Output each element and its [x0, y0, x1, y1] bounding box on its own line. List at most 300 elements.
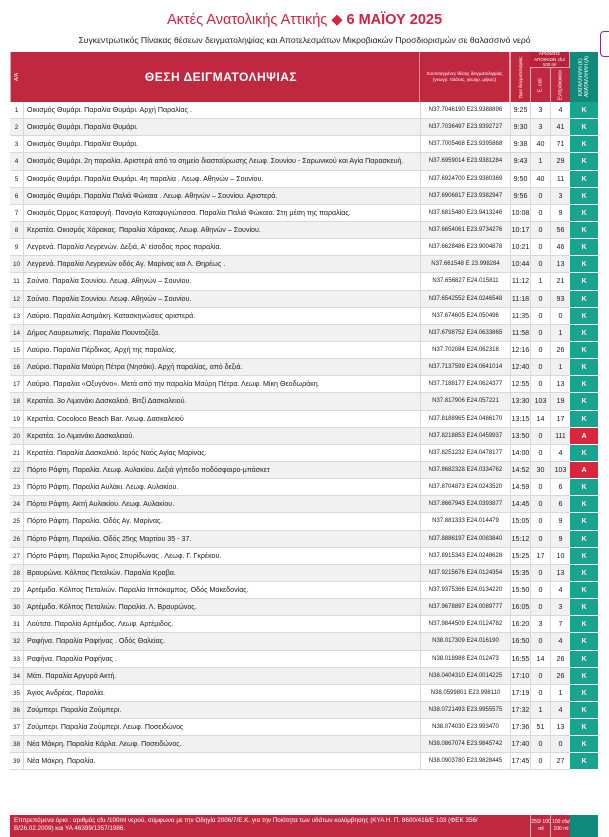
table-row — [10, 479, 598, 496]
row-time: 15:12 — [510, 531, 530, 548]
header-colony-count: ΑΡΙΘΜΟΣ ΑΠΟΙΚΙΩΝ cfu/ 100 ml — [530, 52, 570, 68]
row-enterococci: 19 — [550, 393, 570, 410]
header-ecoli: E. coli — [530, 68, 550, 102]
row-coordinates: N38.017309 E24.016190 — [420, 633, 510, 650]
table-row — [10, 582, 598, 599]
row-time: 9:30 — [510, 119, 530, 136]
row-coordinates: N37.7036497 E23.9392727 — [420, 119, 510, 136]
row-ecoli: 0 — [530, 205, 550, 222]
row-enterococci: 27 — [550, 753, 570, 770]
row-classification-badge: K — [570, 239, 598, 256]
row-classification-badge: K — [570, 359, 598, 376]
row-ecoli: 0 — [530, 428, 550, 445]
row-classification-badge: K — [570, 102, 598, 119]
row-time: 17:19 — [510, 685, 530, 702]
row-enterococci: 1 — [550, 325, 570, 342]
header-enterococci: Εντερόκοκκοι — [550, 68, 570, 102]
row-time: 12:16 — [510, 342, 530, 359]
row-coordinates: N37.7005468 E23.9395868 — [420, 136, 510, 153]
row-coordinates: N37.8704873 E24.0243520 — [420, 479, 510, 496]
row-ecoli: 0 — [530, 325, 550, 342]
row-coordinates: N37.7046190 E23.9388896 — [420, 102, 510, 119]
header-time: Ώρα δειγματοληψίας — [510, 52, 530, 102]
row-location: Ζούμπερι. Παραλία Ζούμπερι. — [23, 702, 420, 719]
row-number: 17 — [10, 376, 23, 393]
row-coordinates: N37.8682328 E24.0334762 — [420, 462, 510, 479]
row-ecoli: 0 — [530, 599, 550, 616]
row-location: Πόρτο Ράφτη. Παραλία Αυλάκι. Λεωφ. Αυλακίου. — [23, 479, 420, 496]
row-coordinates: N37.8251232 E24.0478177 — [420, 445, 510, 462]
row-enterococci: 26 — [550, 651, 570, 668]
row-time: 11:18 — [510, 291, 530, 308]
row-time: 17:40 — [510, 736, 530, 753]
row-location: Νέα Μάκρη. Παραλία. — [23, 753, 420, 770]
row-location: Κερατέα. 3ο Λιμανάκι Δασκαλειό. Βιτζί Δασκαλειού. — [23, 393, 420, 410]
row-ecoli: 0 — [530, 359, 550, 376]
row-time: 15:50 — [510, 582, 530, 599]
row-time: 16:20 — [510, 616, 530, 633]
row-ecoli: 1 — [530, 153, 550, 170]
row-location: Ζούμπερι. Παραλία Ζούμπερι. Λεωφ. Ποσειδώνος — [23, 719, 420, 736]
row-number: 1 — [10, 102, 23, 119]
row-time: 14:52 — [510, 462, 530, 479]
table-body — [10, 102, 598, 770]
row-number: 21 — [10, 445, 23, 462]
table-row — [10, 308, 598, 325]
table-row — [10, 513, 598, 530]
row-time: 11:35 — [510, 308, 530, 325]
row-enterococci: 111 — [550, 428, 570, 445]
row-coordinates: N38.074030 E23.993470 — [420, 719, 510, 736]
row-time: 17:32 — [510, 702, 530, 719]
row-ecoli: 3 — [530, 102, 550, 119]
table-row — [10, 119, 598, 136]
row-time: 14:00 — [510, 445, 530, 462]
row-location: Δήμος Λαυρεωτικής. Παραλία Πουντοζέζα. — [23, 325, 420, 342]
row-enterococci: 11 — [550, 171, 570, 188]
row-number: 6 — [10, 188, 23, 205]
table-row — [10, 222, 598, 239]
row-coordinates: N38.0404310 E24.0014225 — [420, 668, 510, 685]
row-coordinates: N37.656827 E24.015811 — [420, 273, 510, 290]
row-classification-badge: K — [570, 513, 598, 530]
row-enterococci: 3 — [550, 599, 570, 616]
row-location: Λαύριο. Παραλία «Οξυγόνο». Μετά από την παραλία Μαύρη Πέτρα. Λεωφ. Μίκη Θεοδωράκη. — [23, 376, 420, 393]
table-row — [10, 205, 598, 222]
row-classification-badge: K — [570, 119, 598, 136]
row-enterococci: 56 — [550, 222, 570, 239]
row-time: 10:21 — [510, 239, 530, 256]
row-classification-badge: K — [570, 736, 598, 753]
row-time: 13:30 — [510, 393, 530, 410]
row-enterococci: 13 — [550, 256, 570, 273]
row-ecoli: 51 — [530, 719, 550, 736]
row-location: Βραυρώνα. Κόλπος Πεταλιών. Παραλία Κραβα. — [23, 565, 420, 582]
limit-enterococci: 100 cfu/ 100 ml — [550, 815, 571, 837]
row-enterococci: 103 — [550, 462, 570, 479]
table-header — [10, 52, 598, 102]
row-time: 17:45 — [510, 753, 530, 770]
row-ecoli: 0 — [530, 222, 550, 239]
row-ecoli: 0 — [530, 685, 550, 702]
row-number: 14 — [10, 325, 23, 342]
row-ecoli: 0 — [530, 531, 550, 548]
row-ecoli: 3 — [530, 119, 550, 136]
row-number: 27 — [10, 548, 23, 565]
row-enterococci: 3 — [550, 188, 570, 205]
row-coordinates: N37.6906817 E23.9382947 — [420, 188, 510, 205]
row-number: 8 — [10, 222, 23, 239]
page-title — [0, 12, 609, 28]
row-location: Κερατέα. Οικισμός Χάρακας. Παραλία Χάρακας. Λεωφ. Αθηνών – Σουνίου. — [23, 222, 420, 239]
row-classification-badge: K — [570, 273, 598, 290]
row-location: Κερατέα. Cocoloco Beach Bar. Λεωφ. Δασκαλειού — [23, 411, 420, 428]
row-number: 37 — [10, 719, 23, 736]
row-ecoli: 0 — [530, 496, 550, 513]
row-coordinates: N37.6924700 E23.9380369 — [420, 171, 510, 188]
row-number: 34 — [10, 668, 23, 685]
row-coordinates: N37.6628486 E23.9004878 — [420, 239, 510, 256]
row-location: Λαύριο. Παραλία Μαύρη Πέτρα (Νησάκι). Αρχή παραλίας, από δεξιά. — [23, 359, 420, 376]
table-row — [10, 445, 598, 462]
edge-marker — [600, 31, 609, 57]
header-classification: ΚΑΤΑΛΛΗΛΗ (Κ) ΑΚΑΤΑΛΛΗΛΗ (Α) — [570, 52, 598, 102]
row-coordinates: N37.8188965 E24.0486170 — [420, 411, 510, 428]
table-row — [10, 342, 598, 359]
row-location: Λεγρενά. Παραλία Λεγρενών. Δεξιά, Α' είσοδος προς παραλία. — [23, 239, 420, 256]
row-enterococci: 9 — [550, 205, 570, 222]
row-classification-badge: K — [570, 753, 598, 770]
table-row — [10, 496, 598, 513]
table-row — [10, 616, 598, 633]
row-number: 32 — [10, 633, 23, 650]
row-time: 9:56 — [510, 188, 530, 205]
row-classification-badge: K — [570, 153, 598, 170]
row-time: 12:55 — [510, 376, 530, 393]
row-enterococci: 4 — [550, 633, 570, 650]
row-coordinates: N37.6798752 E24.0633865 — [420, 325, 510, 342]
row-time: 9:43 — [510, 153, 530, 170]
row-number: 22 — [10, 462, 23, 479]
table-row — [10, 171, 598, 188]
row-number: 31 — [10, 616, 23, 633]
row-number: 3 — [10, 136, 23, 153]
row-ecoli: 0 — [530, 565, 550, 582]
row-ecoli: 0 — [530, 308, 550, 325]
table-row — [10, 428, 598, 445]
row-coordinates: N37.9375366 E24.0134220 — [420, 582, 510, 599]
row-number: 23 — [10, 479, 23, 496]
row-number: 15 — [10, 342, 23, 359]
row-number: 29 — [10, 582, 23, 599]
table-row — [10, 393, 598, 410]
row-number: 33 — [10, 651, 23, 668]
row-location: Πόρτο Ράφτη. Παραλία. Οδός 25ης Μαρτίου 35 - 37. — [23, 531, 420, 548]
row-classification-badge: K — [570, 702, 598, 719]
table-row — [10, 256, 598, 273]
row-location: Αρτέμιδα. Κόλπος Πεταλιών. Παραλία. Λ. Βραυρώνος. — [23, 599, 420, 616]
row-coordinates: N37.8218853 E24.0459937 — [420, 428, 510, 445]
row-number: 12 — [10, 291, 23, 308]
row-ecoli: 0 — [530, 513, 550, 530]
row-coordinates: N37.6542552 E24.0246548 — [420, 291, 510, 308]
row-location: Άγιος Ανδρέας. Παραλία. — [23, 685, 420, 702]
row-time: 11:58 — [510, 325, 530, 342]
row-enterococci: 4 — [550, 702, 570, 719]
table-row — [10, 565, 598, 582]
header-coordinates: Συντεταγμένες θέσης δειγματοληψίας (γεωγρ. πλάτος, γεωγρ. μήκος) — [420, 52, 510, 102]
row-time: 15:05 — [510, 513, 530, 530]
row-number: 30 — [10, 599, 23, 616]
row-time: 10:08 — [510, 205, 530, 222]
header-location: ΘΕΣΗ ΔΕΙΓΜΑΤΟΛΗΨΙΑΣ — [23, 52, 420, 102]
row-time: 13:15 — [510, 411, 530, 428]
row-number: 26 — [10, 531, 23, 548]
row-time: 11:12 — [510, 273, 530, 290]
row-location: Μάτι. Παραλία Αργυρά Ακτή. — [23, 668, 420, 685]
table-row — [10, 668, 598, 685]
table-row — [10, 239, 598, 256]
table-row — [10, 376, 598, 393]
row-ecoli: 0 — [530, 291, 550, 308]
row-ecoli: 40 — [530, 136, 550, 153]
results-table — [10, 52, 598, 770]
row-classification-badge: K — [570, 719, 598, 736]
row-number: 11 — [10, 273, 23, 290]
table-row — [10, 411, 598, 428]
row-location: Ραφήνα. Παραλία Ραφήνας . — [23, 651, 420, 668]
row-location: Οικισμός Θυμάρι. Παραλία Θυμάρι. — [23, 136, 420, 153]
row-enterococci: 9 — [550, 531, 570, 548]
row-number: 36 — [10, 702, 23, 719]
row-classification-badge: K — [570, 668, 598, 685]
row-time: 14:59 — [510, 479, 530, 496]
table-row — [10, 548, 598, 565]
row-time: 16:05 — [510, 599, 530, 616]
row-number: 10 — [10, 256, 23, 273]
row-time: 9:25 — [510, 102, 530, 119]
row-time: 15:35 — [510, 565, 530, 582]
row-enterococci: 9 — [550, 513, 570, 530]
row-time: 16:55 — [510, 651, 530, 668]
row-coordinates: N37.7137599 E24.0641014 — [420, 359, 510, 376]
row-location: Νέα Μάκρη. Παραλία Κάρλα. Λεωφ. Ποσειδώνος. — [23, 736, 420, 753]
row-classification-badge: K — [570, 479, 598, 496]
row-classification-badge: K — [570, 291, 598, 308]
row-time: 17:10 — [510, 668, 530, 685]
row-location: Οικισμός Θυμάρι. Παραλία Θυμάρι. — [23, 119, 420, 136]
table-row — [10, 136, 598, 153]
row-ecoli: 0 — [530, 479, 550, 496]
footer-class-cell — [570, 815, 598, 837]
table-row — [10, 736, 598, 753]
row-enterococci: 0 — [550, 308, 570, 325]
row-number: 2 — [10, 119, 23, 136]
row-time: 9:50 — [510, 171, 530, 188]
row-time: 9:38 — [510, 136, 530, 153]
table-row — [10, 719, 598, 736]
row-location: Αρτέμιδα. Κόλπος Πεταλιών. Παραλία Ιππόκαμπος. Οδός Μακεδονίας. — [23, 582, 420, 599]
row-coordinates: N37.8667943 E24.0393877 — [420, 496, 510, 513]
row-ecoli: 1 — [530, 702, 550, 719]
row-ecoli: 0 — [530, 342, 550, 359]
row-time: 14:45 — [510, 496, 530, 513]
row-location: Πόρτο Ράφτη. Ακτή Αυλακίου. Λεωφ. Αυλακίου. — [23, 496, 420, 513]
table-row — [10, 531, 598, 548]
row-ecoli: 14 — [530, 411, 550, 428]
page-subtitle: Συγκεντρωτικός Πίνακας θέσεων δειγματοληψίας και Αποτελεσμάτων Μικροβιακών Προσδιορισμών σε θαλασσινό νερό — [78, 35, 531, 45]
row-ecoli: 0 — [530, 582, 550, 599]
row-location: Λεγρενά. Παραλία Λεγρενών οδός Αγ. Μαρίνας και Λ. Θηρέως . — [23, 256, 420, 273]
row-enterococci: 1 — [550, 359, 570, 376]
row-enterococci: 26 — [550, 342, 570, 359]
row-coordinates: N37.661548 E 23.998284 — [420, 256, 510, 273]
row-number: 16 — [10, 359, 23, 376]
row-ecoli: 30 — [530, 462, 550, 479]
row-coordinates: N38.0867074 E23.9845742 — [420, 736, 510, 753]
row-time: 12:40 — [510, 359, 530, 376]
row-enterococci: 13 — [550, 376, 570, 393]
row-classification-badge: A — [570, 462, 598, 479]
row-ecoli: 40 — [530, 171, 550, 188]
row-number: 18 — [10, 393, 23, 410]
row-ecoli: 1 — [530, 273, 550, 290]
row-enterococci: 71 — [550, 136, 570, 153]
row-enterococci: 13 — [550, 719, 570, 736]
row-ecoli: 0 — [530, 376, 550, 393]
table-row — [10, 188, 598, 205]
row-enterococci: 10 — [550, 548, 570, 565]
row-ecoli: 17 — [530, 548, 550, 565]
row-enterococci: 0 — [550, 736, 570, 753]
table-footer — [10, 815, 598, 837]
row-enterococci: 7 — [550, 616, 570, 633]
row-enterococci: 6 — [550, 479, 570, 496]
row-coordinates: N37.817906 E24.057221 — [420, 393, 510, 410]
table-row — [10, 102, 598, 119]
row-classification-badge: K — [570, 616, 598, 633]
row-number: 13 — [10, 308, 23, 325]
table-row — [10, 291, 598, 308]
row-coordinates: N38.0903780 E23.9828445 — [420, 753, 510, 770]
table-row — [10, 462, 598, 479]
row-time: 13:50 — [510, 428, 530, 445]
row-enterococci: 29 — [550, 153, 570, 170]
row-enterococci: 1 — [550, 685, 570, 702]
row-location: Σούνιο. Παραλία Σουνίου. Λεωφ. Αθηνών – Σουνίου. — [23, 291, 420, 308]
row-coordinates: N37.9678897 E24.0089777 — [420, 599, 510, 616]
row-number: 38 — [10, 736, 23, 753]
row-enterococci: 13 — [550, 565, 570, 582]
header-aa: Α/Α — [10, 52, 23, 102]
row-number: 35 — [10, 685, 23, 702]
row-time: 16:50 — [510, 633, 530, 650]
table-row — [10, 651, 598, 668]
row-ecoli: 0 — [530, 256, 550, 273]
title-date: 6 ΜΑΪΟΥ 2025 — [346, 12, 443, 28]
row-location: Οικισμός Θυμάρι. Παραλία Παλιά Φώκαια . Λεωφ. Αθηνών – Σουνίου. Αριστερά. — [23, 188, 420, 205]
row-location: Κερατέα. Παραλία Δασκαλειό. Ιερός Ναός Αγίας Μαρίνας. — [23, 445, 420, 462]
row-enterococci: 93 — [550, 291, 570, 308]
row-coordinates: N37.7188177 E24.0624377 — [420, 376, 510, 393]
row-classification-badge: K — [570, 342, 598, 359]
row-classification-badge: K — [570, 171, 598, 188]
limit-ecoli: 250/ 100 ml — [530, 815, 551, 837]
row-coordinates: N37.9844509 E24.0124782 — [420, 616, 510, 633]
row-classification-badge: K — [570, 565, 598, 582]
table-row — [10, 702, 598, 719]
row-coordinates: N37.674605 E24.050496 — [420, 308, 510, 325]
row-coordinates: N37.881333 E24.014479 — [420, 513, 510, 530]
row-number: 20 — [10, 428, 23, 445]
row-enterococci: 46 — [550, 239, 570, 256]
row-classification-badge: K — [570, 376, 598, 393]
row-ecoli: 103 — [530, 393, 550, 410]
row-classification-badge: A — [570, 428, 598, 445]
row-classification-badge: K — [570, 582, 598, 599]
title-main: Ακτές Ανατολικής Αττικής — [166, 12, 328, 28]
row-time: 10:44 — [510, 256, 530, 273]
row-classification-badge: K — [570, 548, 598, 565]
row-ecoli: 0 — [530, 445, 550, 462]
row-number: 25 — [10, 513, 23, 530]
row-number: 19 — [10, 411, 23, 428]
row-enterococci: 21 — [550, 273, 570, 290]
row-ecoli: 0 — [530, 188, 550, 205]
row-classification-badge: K — [570, 222, 598, 239]
row-ecoli: 0 — [530, 668, 550, 685]
row-number: 5 — [10, 171, 23, 188]
row-ecoli: 14 — [530, 651, 550, 668]
row-classification-badge: K — [570, 496, 598, 513]
row-enterococci: 4 — [550, 445, 570, 462]
row-coordinates: N37.6959014 E23.9381284 — [420, 153, 510, 170]
row-enterococci: 6 — [550, 496, 570, 513]
row-coordinates: N37.6815480 E23.9413246 — [420, 205, 510, 222]
row-coordinates: N37.702084 E24.062318 — [420, 342, 510, 359]
row-classification-badge: K — [570, 308, 598, 325]
row-ecoli: 0 — [530, 736, 550, 753]
row-ecoli: 3 — [530, 616, 550, 633]
table-row — [10, 753, 598, 770]
row-location: Κερατέα. 1ο Λιμανάκι Δασκαλειού. — [23, 428, 420, 445]
row-classification-badge: K — [570, 531, 598, 548]
row-coordinates: N37.6654061 E23.9734276 — [420, 222, 510, 239]
row-classification-badge: K — [570, 325, 598, 342]
row-location: Λαύριο. Παραλία Ασημάκη. Κατασκηνώσεις αριστερά. — [23, 308, 420, 325]
row-classification-badge: K — [570, 651, 598, 668]
row-time: 17:36 — [510, 719, 530, 736]
row-location: Οικισμός Θυμάρι. 2η παραλία. Αριστερά από το σημείο διασταύρωσης Λεωφ. Σουνίου - Σαρωνικού και Αγία Παρασκευή. — [23, 153, 420, 170]
row-classification-badge: K — [570, 685, 598, 702]
row-enterococci: 41 — [550, 119, 570, 136]
row-coordinates: N37.8886197 E24.0083840 — [420, 531, 510, 548]
row-classification-badge: K — [570, 188, 598, 205]
row-location: Οικισμός Όρμος Καταφυγή. Παναγία Καταφυγιώτισσα. Παραλία Παλιά Φώκαια. Στη μέση της παραλίας. — [23, 205, 420, 222]
row-number: 4 — [10, 153, 23, 170]
table-row — [10, 273, 598, 290]
row-coordinates: N38.018988 E24.012473 — [420, 651, 510, 668]
row-coordinates: N38.0721493 E23.9955575 — [420, 702, 510, 719]
table-row — [10, 153, 598, 170]
row-enterococci: 26 — [550, 668, 570, 685]
table-row — [10, 359, 598, 376]
row-enterococci: 4 — [550, 102, 570, 119]
row-classification-badge: K — [570, 633, 598, 650]
row-number: 9 — [10, 239, 23, 256]
row-ecoli: 0 — [530, 239, 550, 256]
row-ecoli: 0 — [530, 633, 550, 650]
